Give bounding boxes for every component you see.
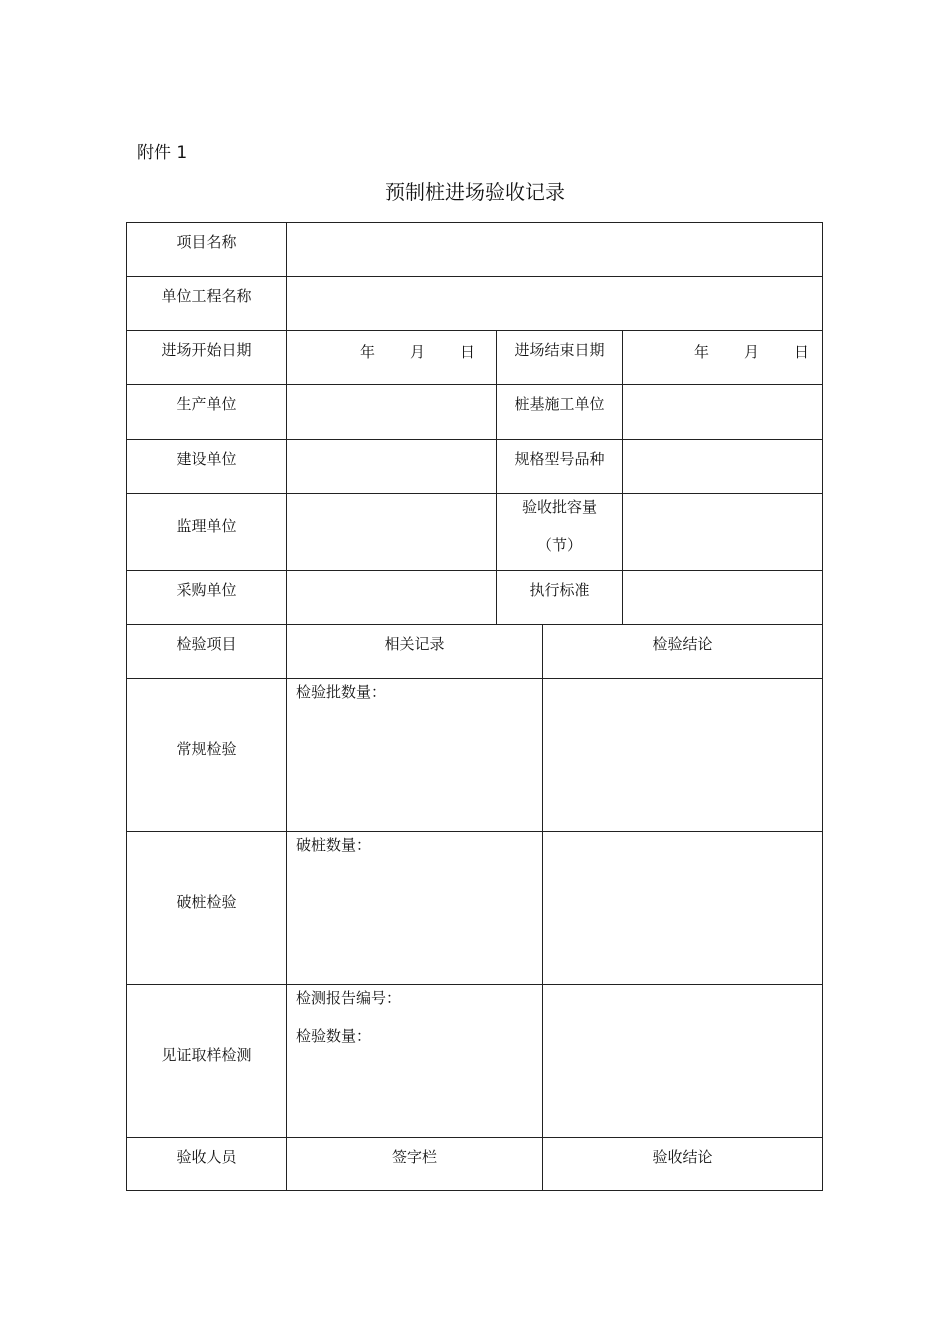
label-broken-pile-inspection: 破桩检验 xyxy=(176,893,237,911)
label-routine-inspection: 常规检验 xyxy=(176,740,237,758)
day-label: 日 xyxy=(794,343,810,361)
label-acceptance-personnel: 验收人员 xyxy=(176,1148,237,1166)
label-standard: 执行标准 xyxy=(529,581,590,599)
label-project-name: 项目名称 xyxy=(176,233,237,251)
label-pile-contractor: 桩基施工单位 xyxy=(514,395,605,413)
label-builder: 建设单位 xyxy=(176,450,237,468)
label-witness-sampling: 见证取样检测 xyxy=(161,1046,252,1064)
label-end-date: 进场结束日期 xyxy=(514,341,605,359)
witness-inspection-count: 检验数量： xyxy=(296,1027,372,1045)
label-unit-project-name: 单位工程名称 xyxy=(161,287,252,305)
label-start-date: 进场开始日期 xyxy=(161,341,252,359)
signature-column: 签字栏 xyxy=(391,1148,437,1166)
month-label: 月 xyxy=(744,343,760,361)
acceptance-conclusion: 验收结论 xyxy=(652,1148,713,1166)
batch-capacity-line2: （节） xyxy=(536,536,582,554)
label-inspection-item: 检验项目 xyxy=(176,635,237,653)
broken-pile-record: 破桩数量： xyxy=(296,836,372,854)
attachment-label: 附件 1 xyxy=(137,143,188,163)
start-date-field xyxy=(287,331,496,369)
acceptance-form-table xyxy=(126,222,823,1191)
column-divider xyxy=(542,624,543,1190)
day-label: 日 xyxy=(460,343,476,361)
label-producer: 生产单位 xyxy=(176,395,237,413)
year-label: 年 xyxy=(694,343,710,361)
column-divider xyxy=(622,330,623,624)
label-spec: 规格型号品种 xyxy=(514,450,605,468)
year-label: 年 xyxy=(360,343,376,361)
label-batch-capacity xyxy=(497,494,622,570)
label-supervisor: 监理单位 xyxy=(176,517,237,535)
batch-capacity-line1: 验收批容量 xyxy=(521,498,597,516)
header-inspection-conclusion: 检验结论 xyxy=(652,635,713,653)
label-purchaser: 采购单位 xyxy=(176,581,237,599)
routine-record: 检验批数量： xyxy=(296,683,387,701)
page-title: 预制桩进场验收记录 xyxy=(385,180,565,204)
month-label: 月 xyxy=(410,343,426,361)
end-date-field xyxy=(623,331,822,369)
witness-report-number: 检测报告编号： xyxy=(296,989,402,1007)
header-related-records: 相关记录 xyxy=(384,635,445,653)
